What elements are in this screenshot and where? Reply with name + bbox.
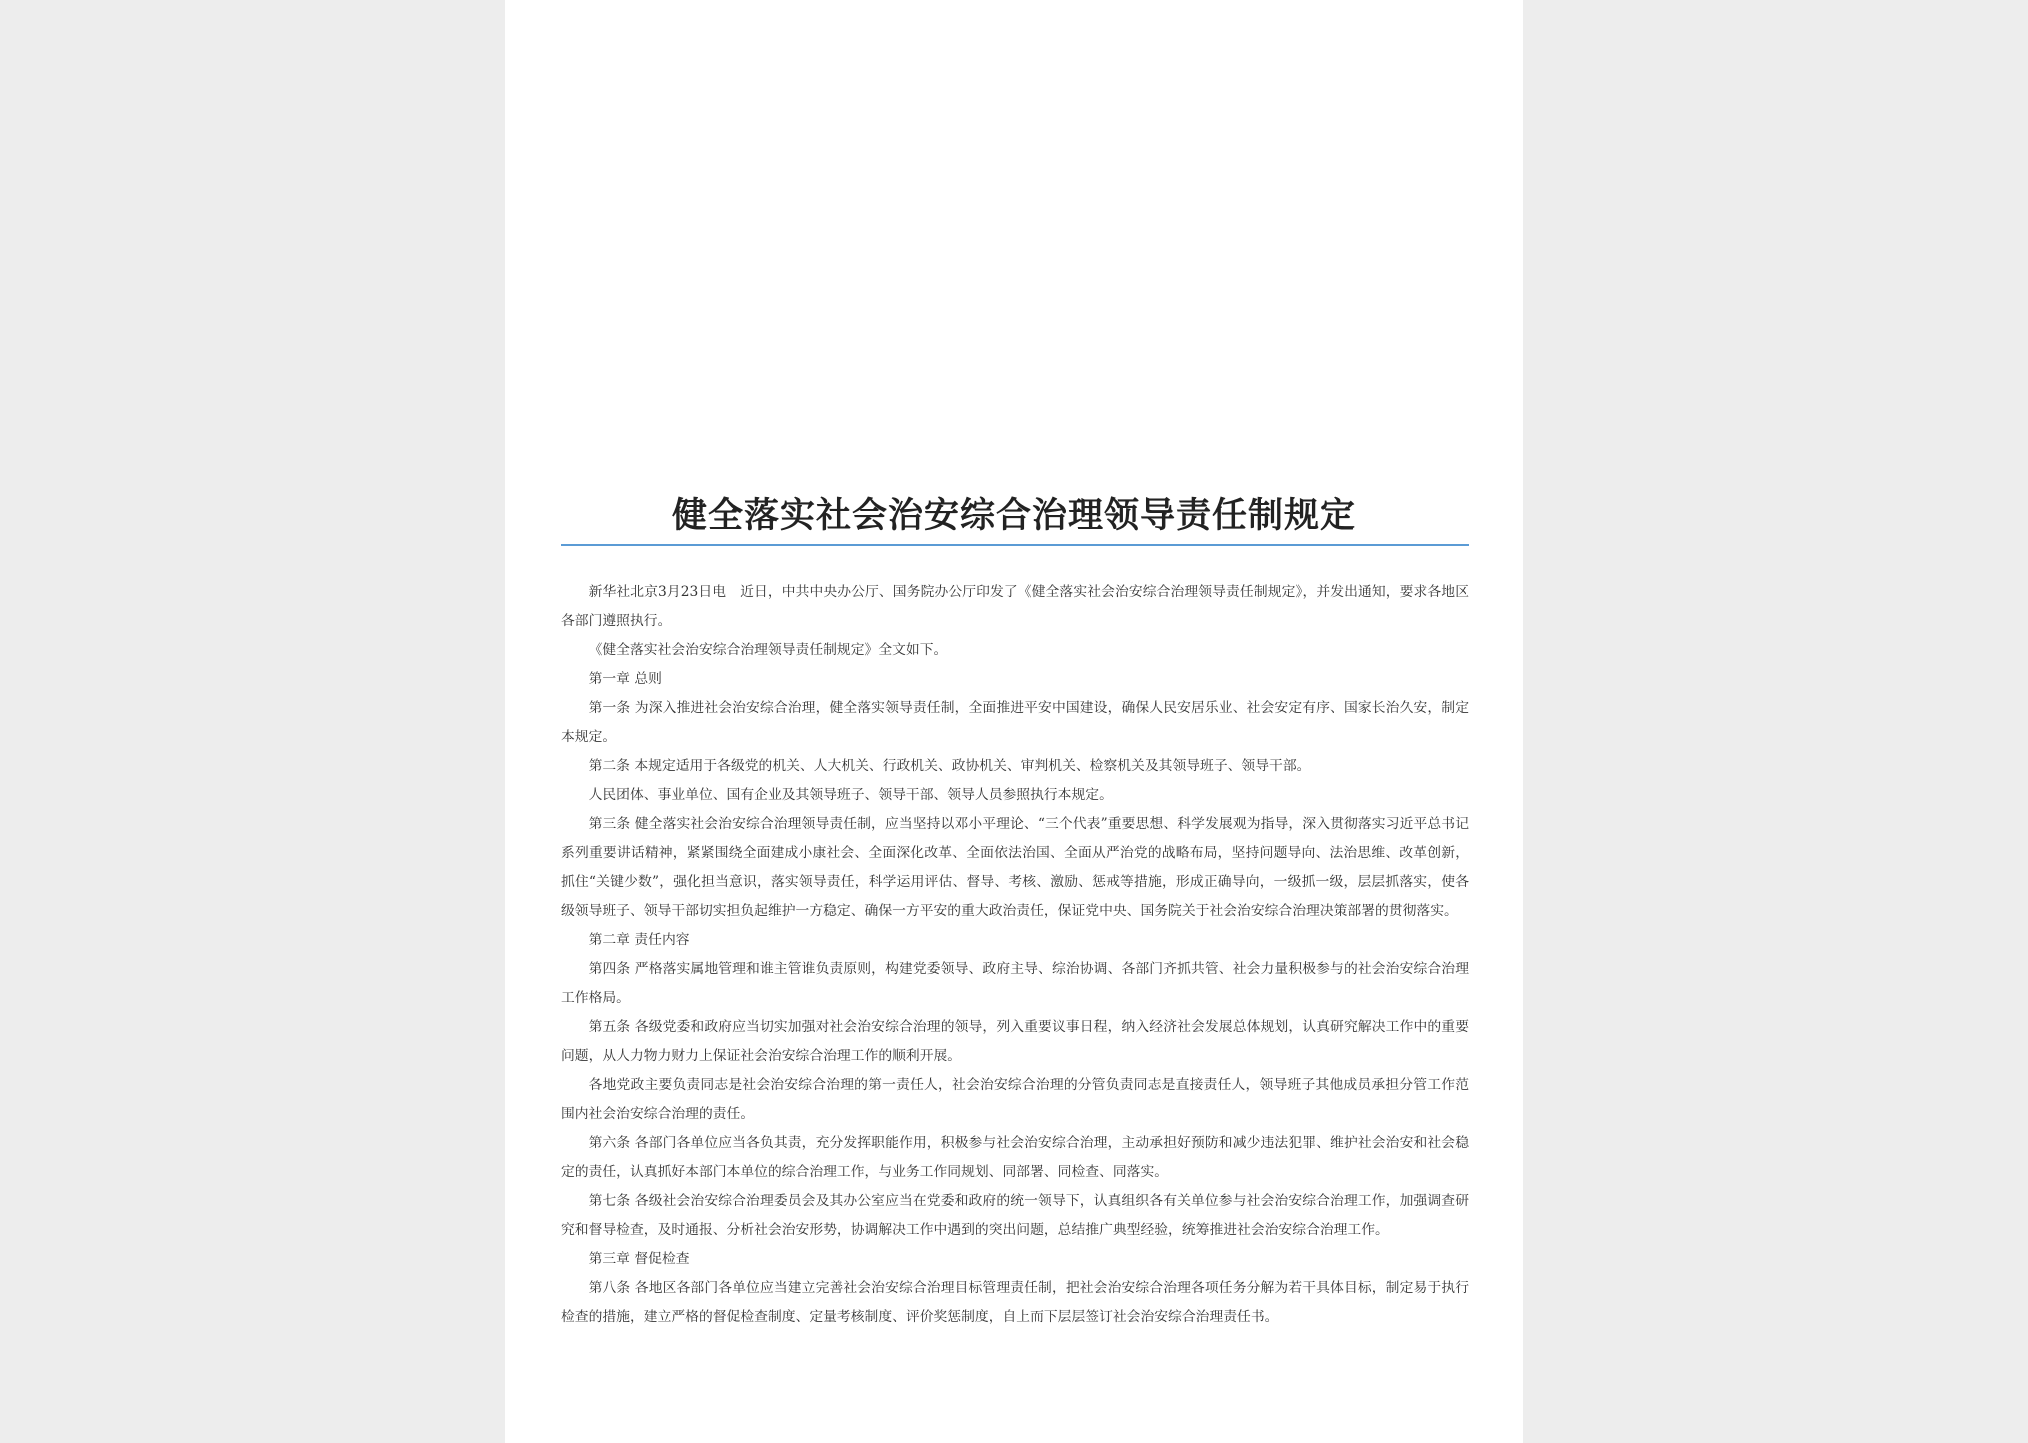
chapter-heading: 第三章 督促检查 [588, 1251, 690, 1267]
paragraph: 新华社北京3月23日电 近日，中共中央办公厅、国务院办公厅印发了《健全落实社会治安综合治理领导责任制规定》，并发出通知，要求各地区各部门遵照执行。 [561, 584, 1469, 629]
paragraph: 第八条 各地区各部门各单位应当建立完善社会治安综合治理目标管理责任制，把社会治安综合治理各项任务分解为若干具体目标，制定易于执行检查的措施，建立严格的督促检查制度、定量考核制度、评价奖惩制度，自上而下层层签订社会治安综合治理责任书。 [561, 1280, 1469, 1325]
document-body [561, 578, 1469, 1332]
paragraph: 第四条 严格落实属地管理和谁主管谁负责原则，构建党委领导、政府主导、综治协调、各部门齐抓共管、社会力量积极参与的社会治安综合治理工作格局。 [561, 961, 1469, 1006]
paragraph: 《健全落实社会治安综合治理领导责任制规定》全文如下。 [588, 642, 948, 658]
paragraph: 第三条 健全落实社会治安综合治理领导责任制，应当坚持以邓小平理论、“三个代表”重要思想、科学发展观为指导，深入贯彻落实习近平总书记系列重要讲话精神，紧紧围绕全面建成小康社会、全面深化改革、全面依法治国、全面从严治党的战略布局，坚持问题导向、法治思维、改革创新，抓住“关键少数”，强化担当意识，落实领导责任，科学运用评估、督导、考核、激励、惩戒等措施，形成正确导向，一级抓一级，层层抓落实，使各级领导班子、领导干部切实担负起维护一方稳定、确保一方平安的重大政治责任，保证党中央、国务院关于社会治安综合治理决策部署的贯彻落实。 [561, 816, 1469, 919]
document-title: 健全落实社会治安综合治理领导责任制规定 [671, 496, 1356, 536]
paragraph: 第五条 各级党委和政府应当切实加强对社会治安综合治理的领导，列入重要议事日程，纳入经济社会发展总体规划，认真研究解决工作中的重要问题，从人力物力财力上保证社会治安综合治理工作的顺利开展。 [561, 1019, 1469, 1064]
paragraph: 第二条 本规定适用于各级党的机关、人大机关、行政机关、政协机关、审判机关、检察机关及其领导班子、领导干部。 [588, 758, 1311, 774]
paragraph: 人民团体、事业单位、国有企业及其领导班子、领导干部、领导人员参照执行本规定。 [588, 787, 1113, 803]
paragraph: 第七条 各级社会治安综合治理委员会及其办公室应当在党委和政府的统一领导下，认真组织各有关单位参与社会治安综合治理工作，加强调查研究和督导检查，及时通报、分析社会治安形势，协调解决工作中遇到的突出问题，总结推广典型经验，统筹推进社会治安综合治理工作。 [561, 1193, 1469, 1238]
paragraph: 第一条 为深入推进社会治安综合治理，健全落实领导责任制，全面推进平安中国建设，确保人民安居乐业、社会安定有序、国家长治久安，制定本规定。 [561, 700, 1469, 745]
chapter-heading: 第二章 责任内容 [588, 932, 690, 948]
document-page [505, 0, 1523, 1443]
paragraph: 第六条 各部门各单位应当各负其责，充分发挥职能作用，积极参与社会治安综合治理，主动承担好预防和减少违法犯罪、维护社会治安和社会稳定的责任，认真抓好本部门本单位的综合治理工作，与业务工作同规划、同部署、同检查、同落实。 [561, 1135, 1469, 1180]
title-divider [561, 544, 1469, 546]
paragraph: 各地党政主要负责同志是社会治安综合治理的第一责任人，社会治安综合治理的分管负责同志是直接责任人，领导班子其他成员承担分管工作范围内社会治安综合治理的责任。 [561, 1077, 1469, 1122]
chapter-heading: 第一章 总则 [588, 671, 662, 687]
